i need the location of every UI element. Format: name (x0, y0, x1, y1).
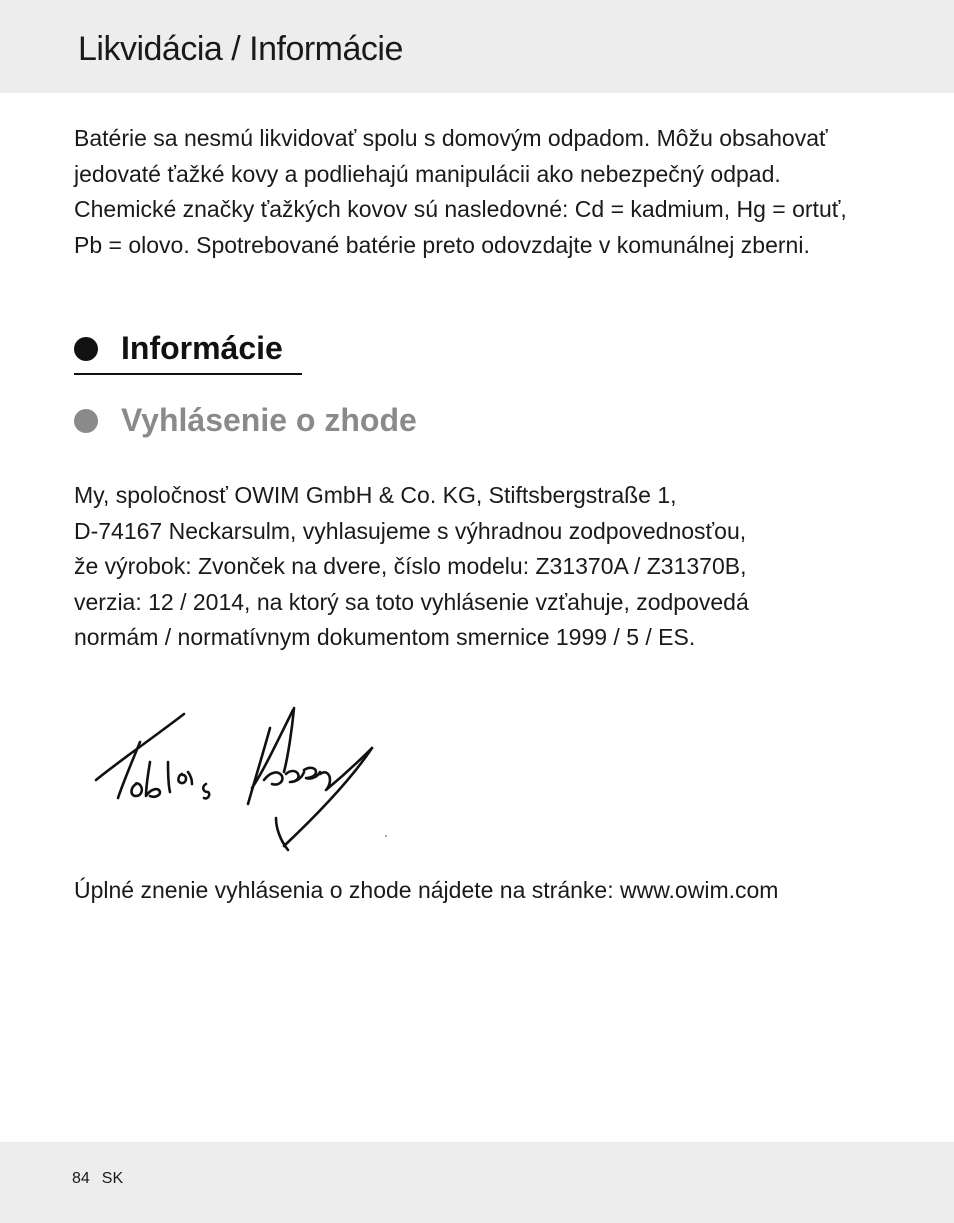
fulltext-note-text: Úplné znenie vyhlásenia o zhode nájdete na stránke: www.owim.com (74, 877, 779, 903)
signature-image (88, 700, 398, 860)
paragraph-line: jedovaté ťažké kovy a podliehajú manipulácii ako nebezpečný odpad. (74, 160, 781, 187)
paragraph-line: Pb = olovo. Spotrebované batérie preto odovzdajte v komunálnej zberni. (74, 231, 810, 258)
paragraph-line: normám / normatívnym dokumentom smernice 1999 / 5 / ES. (74, 624, 696, 650)
section-title-conformity: Vyhlásenie o zhode (121, 402, 417, 438)
declaration-paragraph (74, 478, 749, 656)
page-number: 84 (72, 1170, 90, 1187)
paragraph-line: D-74167 Neckarsulm, vyhlasujeme s výhradnou zodpovednosťou, (74, 517, 747, 544)
bullet-icon (74, 409, 98, 433)
language-code: SK (101, 1170, 124, 1187)
paragraph-line: verzia: 12 / 2014, na ktorý sa toto vyhlásenie vzťahuje, zodpovedá (74, 588, 749, 615)
disposal-paragraph (74, 121, 847, 263)
paragraph-line: Batérie sa nesmú likvidovať spolu s domovým odpadom. Môžu obsahovať (74, 125, 828, 151)
paragraph-line: My, spoločnosť OWIM GmbH & Co. KG, Stiftsbergstraße 1, (74, 482, 677, 508)
paragraph-line: Chemické značky ťažkých kovov sú nasledovné: Cd = kadmium, Hg = ortuť, (74, 196, 847, 222)
page-title: Likvidácia / Informácie (78, 30, 403, 68)
footer-band (0, 1142, 954, 1223)
section-title-info: Informácie (121, 330, 283, 366)
page-footer (72, 1170, 123, 1188)
fulltext-note (74, 873, 778, 909)
bullet-icon (74, 337, 98, 361)
section-heading-info (74, 330, 283, 367)
section-heading-conformity (74, 402, 417, 439)
section-underline (74, 373, 302, 375)
paragraph-line: že výrobok: Zvonček na dvere, číslo modelu: Z31370A / Z31370B, (74, 553, 747, 579)
